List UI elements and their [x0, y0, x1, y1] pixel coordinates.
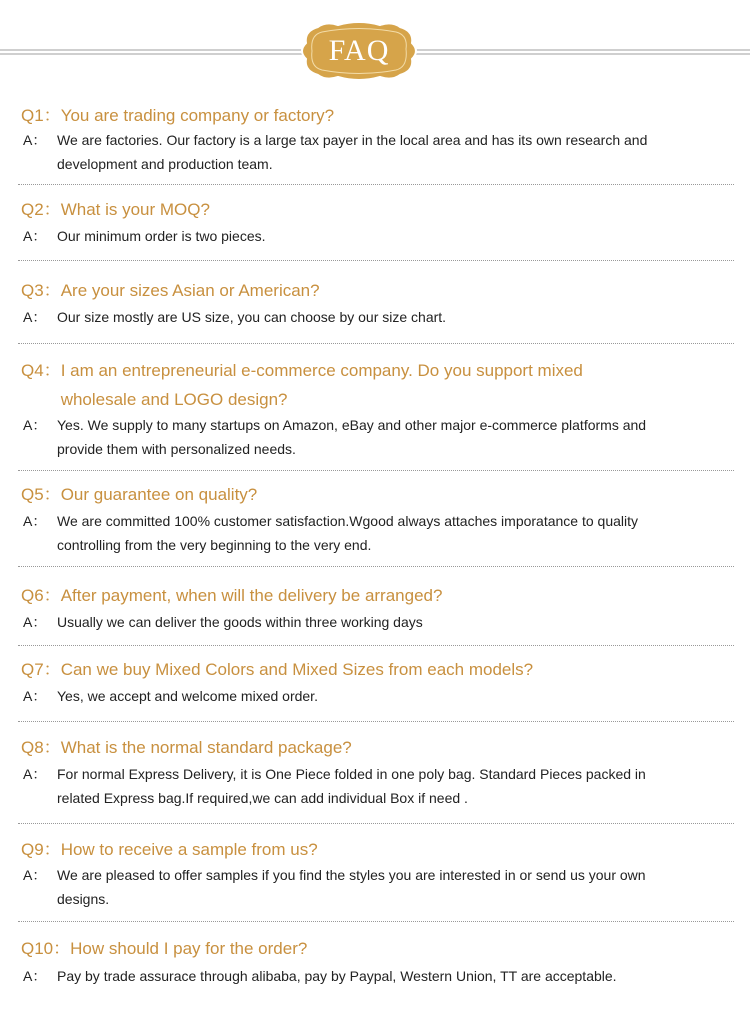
answer-text: Our minimum order is two pieces.	[57, 228, 266, 244]
question-text: What is your MOQ?	[60, 200, 210, 219]
question-number: Q5：	[21, 485, 61, 504]
answer-text: Usually we can deliver the goods within three working days	[57, 614, 423, 630]
question-text: After payment, when will the delivery be arranged?	[60, 586, 443, 605]
faq-title: FAQ	[328, 34, 390, 67]
answer-label: A：	[23, 614, 47, 630]
answer-label: A：	[23, 513, 47, 529]
faq-divider	[18, 260, 734, 261]
faq-question	[21, 733, 721, 762]
faq-question	[21, 480, 721, 509]
faq-divider	[18, 721, 734, 722]
question-text: Are your sizes Asian or American?	[60, 281, 320, 300]
answer-text: Yes, we accept and welcome mixed order.	[57, 688, 318, 704]
question-text: Our guarantee on quality?	[60, 485, 258, 504]
answer-text: Our size mostly are US size, you can choose by our size chart.	[57, 309, 447, 325]
answer-label: A：	[23, 766, 47, 782]
answer-text: We are factories. Our factory is a large tax payer in the local area and has its own research and development and production team.	[57, 132, 648, 172]
faq-question	[21, 101, 721, 130]
faq-question	[21, 934, 721, 963]
faq-divider	[18, 184, 734, 185]
question-text: What is the normal standard package?	[60, 738, 352, 757]
faq-question	[21, 581, 721, 610]
faq-question	[21, 276, 721, 305]
faq-question	[21, 655, 721, 684]
question-number: Q6：	[21, 586, 61, 605]
faq-divider	[18, 645, 734, 646]
question-number: Q2：	[21, 200, 61, 219]
answer-label: A：	[23, 867, 47, 883]
answer-label: A：	[23, 309, 47, 325]
answer-text: We are pleased to offer samples if you find the styles you are interested in or send us your own designs.	[57, 867, 646, 907]
faq-divider	[18, 921, 734, 922]
question-number: Q8：	[21, 738, 61, 757]
answer-text: Pay by trade assurace through alibaba, pay by Paypal, Western Union, TT are acceptable.	[57, 968, 617, 984]
answer-text: Yes. We supply to many startups on Amazon, eBay and other major e-commerce platforms and provide them with personalized needs.	[57, 417, 647, 457]
question-number: Q10：	[21, 939, 71, 958]
answer-text: For normal Express Delivery, it is One Piece folded in one poly bag. Standard Pieces packed in related Express bag.If required,we can add individual Box if need .	[57, 766, 646, 806]
answer-label: A：	[23, 417, 47, 433]
faq-question	[21, 835, 721, 864]
faq-divider	[18, 823, 734, 824]
question-text: I am an entrepreneurial e-commerce company. Do you support mixed wholesale and LOGO design?	[60, 361, 583, 409]
question-text: How to receive a sample from us?	[60, 840, 318, 859]
answer-label: A：	[23, 968, 47, 984]
question-number: Q3：	[21, 281, 61, 300]
faq-divider	[18, 470, 734, 471]
question-text: How should I pay for the order?	[70, 939, 308, 958]
answer-label: A：	[23, 228, 47, 244]
answer-label: A：	[23, 688, 47, 704]
faq-question	[21, 356, 721, 414]
question-text: You are trading company or factory?	[60, 106, 335, 125]
faq-divider	[18, 566, 734, 567]
question-number: Q1：	[21, 106, 61, 125]
faq-question	[21, 195, 721, 224]
question-text: Can we buy Mixed Colors and Mixed Sizes from each models?	[60, 660, 534, 679]
faq-divider	[18, 343, 734, 344]
question-number: Q7：	[21, 660, 61, 679]
question-number: Q4：	[21, 361, 61, 380]
answer-text: We are committed 100% customer satisfaction.Wgood always attaches imporatance to quality controlling from the very beginning to the very end.	[57, 513, 639, 553]
answer-label: A：	[23, 132, 47, 148]
question-number: Q9：	[21, 840, 61, 859]
